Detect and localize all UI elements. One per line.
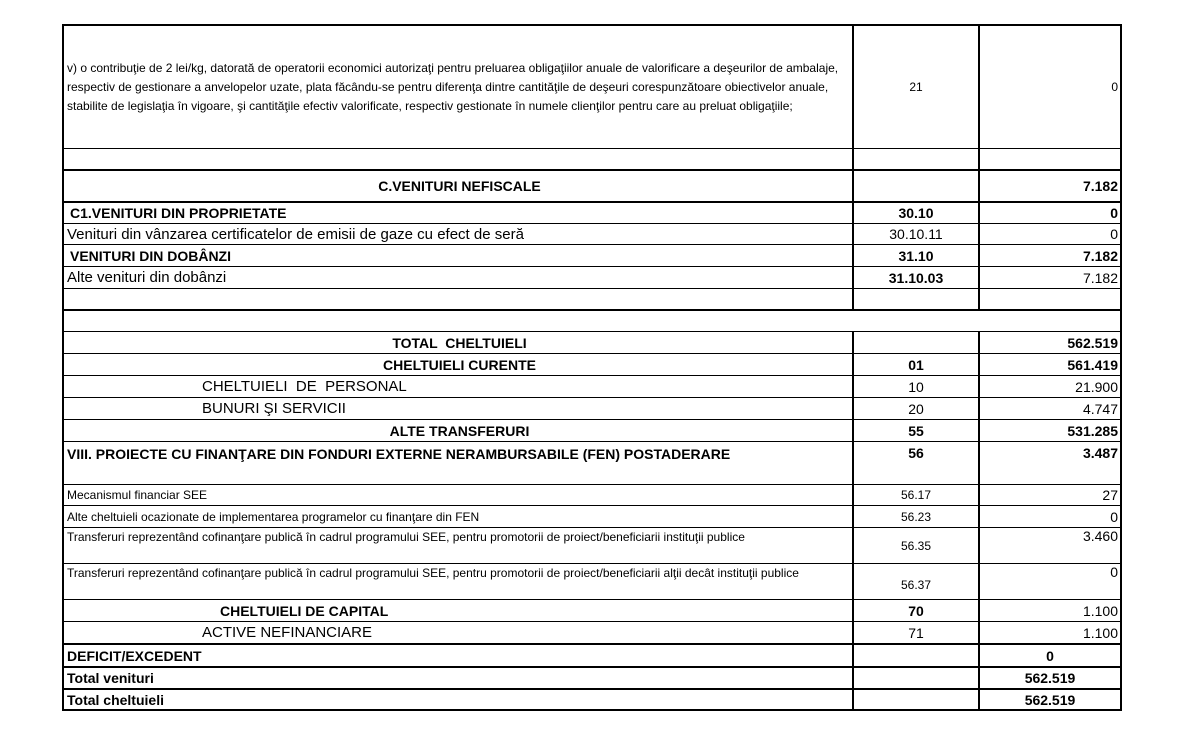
- row-value: 562.519: [978, 332, 1120, 353]
- row-value: 7.182: [978, 171, 1120, 201]
- table-row: [64, 668, 1120, 688]
- table-row-empty: [64, 311, 1120, 331]
- table-row: [64, 354, 1120, 375]
- row-label: BUNURI ŞI SERVICII: [202, 400, 346, 417]
- row-code: 30.10: [852, 203, 978, 223]
- row-label: Transferuri reprezentând cofinanţare publică în cadrul programului SEE, pentru promotorii de proiect/beneficiarii instituţii publice: [67, 530, 745, 544]
- row-value: 0: [978, 26, 1120, 148]
- row-label: Alte venituri din dobânzi: [67, 269, 227, 286]
- table-row: [64, 600, 1120, 621]
- row-label: CHELTUIELI DE PERSONAL: [202, 378, 407, 395]
- row-label: Alte cheltuieli ocazionate de implementarea programelor cu finanţare din FEN: [67, 509, 480, 524]
- table-row-empty: [64, 289, 1120, 309]
- row-code: 20: [852, 398, 978, 419]
- table-row: [64, 442, 1120, 484]
- row-value: 0: [978, 224, 1120, 244]
- row-code: [852, 171, 978, 201]
- row-code: 56.17: [852, 485, 978, 505]
- row-label: ACTIVE NEFINANCIARE: [202, 624, 373, 641]
- budget-table: [62, 24, 1122, 711]
- row-label: DEFICIT/EXCEDENT: [67, 647, 202, 664]
- row-label: Venituri din vânzarea certificatelor de emisii de gaze cu efect de seră: [67, 225, 524, 243]
- row-value: 561.419: [978, 354, 1120, 375]
- table-row: [64, 645, 1120, 666]
- table-row: [64, 376, 1120, 397]
- row-value: 27: [978, 485, 1120, 505]
- row-code: [852, 645, 978, 666]
- row-label: CHELTUIELI DE CAPITAL: [220, 602, 389, 619]
- row-value: 1.100: [978, 600, 1120, 621]
- row-label: VIII. PROIECTE CU FINANŢARE DIN FONDURI EXTERNE NERAMBURSABILE (FEN) POSTADERARE: [67, 446, 731, 462]
- row-value: 0: [978, 506, 1120, 527]
- row-value: 7.182: [978, 267, 1120, 288]
- row-value: 562.519: [978, 668, 1120, 688]
- row-value: 0: [978, 645, 1120, 666]
- row-label: ALTE TRANSFERURI: [389, 422, 530, 439]
- row-value: 4.747: [978, 398, 1120, 419]
- table-row: [64, 26, 1120, 148]
- row-label: TOTAL CHELTUIELI: [392, 334, 527, 351]
- row-value: 562.519: [978, 690, 1120, 709]
- row-label: Total venituri: [67, 670, 154, 686]
- table-row: [64, 420, 1120, 441]
- row-code: 56.35: [852, 528, 978, 563]
- row-value: 531.285: [978, 420, 1120, 441]
- table-row: [64, 398, 1120, 419]
- row-code: 56.23: [852, 506, 978, 527]
- row-value: 21.900: [978, 376, 1120, 397]
- table-row: [64, 528, 1120, 563]
- table-row: [64, 267, 1120, 288]
- table-row: [64, 203, 1120, 223]
- row-label: C.VENITURI NEFISCALE: [378, 178, 541, 194]
- row-code: 21: [852, 26, 978, 148]
- table-row: [64, 690, 1120, 709]
- row-code: 10: [852, 376, 978, 397]
- row-code: [852, 668, 978, 688]
- row-label: C1.VENITURI DIN PROPRIETATE: [70, 205, 287, 221]
- row-code: 31.10.03: [852, 267, 978, 288]
- row-code: 56: [852, 442, 978, 484]
- row-code: [852, 332, 978, 353]
- table-row: [64, 245, 1120, 266]
- table-row: [64, 485, 1120, 505]
- row-code: 70: [852, 600, 978, 621]
- row-label: Mecanismul financiar SEE: [67, 488, 208, 502]
- row-label: Total cheltuieli: [67, 691, 164, 708]
- table-row: [64, 564, 1120, 599]
- row-value: 3.487: [978, 442, 1120, 484]
- table-row: [64, 332, 1120, 353]
- row-code: 30.10.11: [852, 224, 978, 244]
- row-value: 3.460: [978, 528, 1120, 563]
- row-value: 7.182: [978, 245, 1120, 266]
- row-label: VENITURI DIN DOBÂNZI: [70, 247, 231, 264]
- row-code: 31.10: [852, 245, 978, 266]
- table-row: [64, 171, 1120, 201]
- row-value: 1.100: [978, 622, 1120, 643]
- row-code: 01: [852, 354, 978, 375]
- row-value: 0: [978, 564, 1120, 599]
- row-code: 56.37: [852, 564, 978, 599]
- row-label: Transferuri reprezentând cofinanţare publică în cadrul programului SEE, pentru promotorii de proiect/beneficiarii alţii decât instituţii publice: [67, 566, 799, 580]
- row-value: 0: [978, 203, 1120, 223]
- table-row: [64, 622, 1120, 643]
- row-label: v) o contribuţie de 2 lei/kg, datorată de operatorii economici autorizaţi pentru preluarea obligaţiilor anuale de valorificare a deşeurilor de ambalaje, respectiv de gestionare a anvelopelor uzate, plata făcându-se pentru diferenţa dintre cantităţile de deşeuri corespunzătoare obiectivelor anuale, stabilite de legislaţia în vigoare, şi cantităţile efectiv valorificate, respectiv gestionate în numele clienţilor pentru care au preluat obligaţiile;: [67, 60, 839, 113]
- table-row: [64, 224, 1120, 244]
- row-code: [852, 690, 978, 709]
- row-label: CHELTUIELI CURENTE: [383, 356, 536, 373]
- row-code: 71: [852, 622, 978, 643]
- table-row-empty: [64, 149, 1120, 169]
- table-row: [64, 506, 1120, 527]
- row-code: 55: [852, 420, 978, 441]
